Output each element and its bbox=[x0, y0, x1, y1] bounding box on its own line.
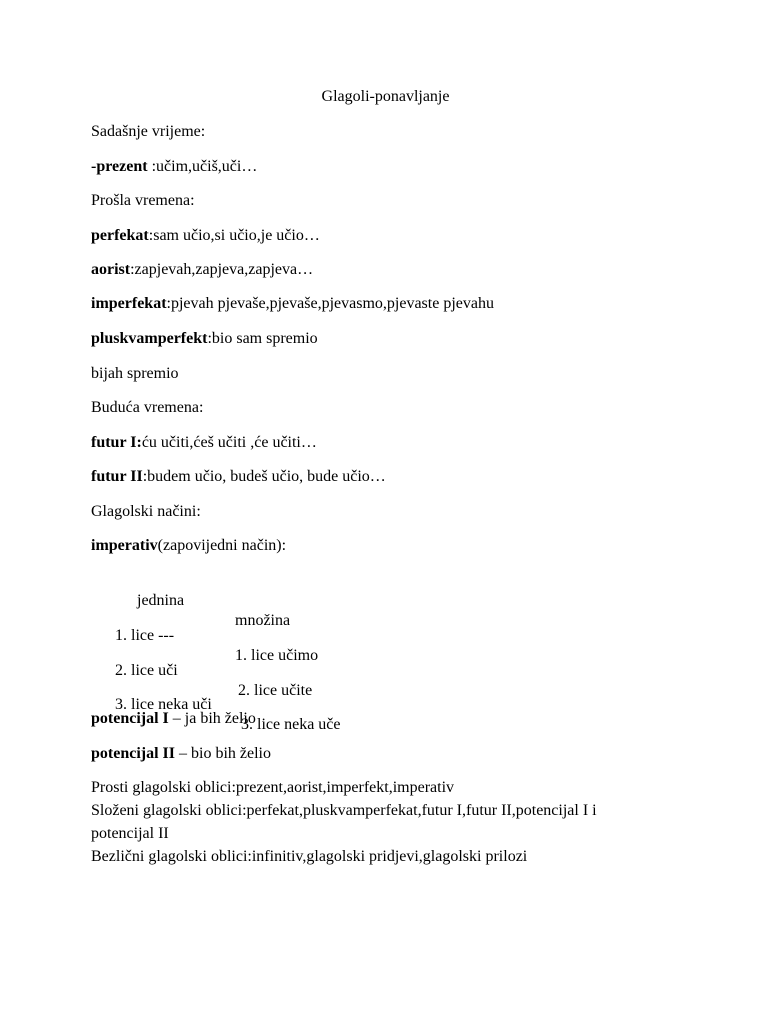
potencijal2-text: – bio bih želio bbox=[175, 745, 271, 762]
imperativ-term: imperativ bbox=[91, 537, 158, 554]
document-title: Glagoli-ponavljanje bbox=[321, 88, 450, 105]
futur1-line bbox=[91, 433, 317, 453]
table-cell-singular: 1. lice --- bbox=[115, 627, 175, 644]
table-cell-plural: 1. lice učimo bbox=[235, 647, 319, 664]
pluskvamperfekt-term: pluskvamperfekt bbox=[91, 330, 208, 347]
imperativ-line bbox=[91, 536, 286, 556]
table-cell-plural: 2. lice učite bbox=[238, 682, 313, 699]
prezent-text: :učim,učiš,uči… bbox=[147, 158, 258, 175]
aorist-text: :zapjevah,zapjeva,zapjeva… bbox=[130, 261, 314, 278]
past-tenses-heading: Prošla vremena: bbox=[91, 192, 195, 209]
table-cell-singular: 2. lice uči bbox=[115, 662, 178, 679]
potencijal1-line bbox=[91, 709, 256, 729]
futur1-text: ću učiti,ćeš učiti ,će učiti… bbox=[141, 434, 317, 451]
table-cell-singular: 3. lice neka uči bbox=[115, 696, 212, 713]
singular-header: jednina bbox=[137, 592, 185, 609]
prezent-line bbox=[91, 157, 257, 177]
perfekat-term: perfekat bbox=[91, 227, 149, 244]
simple-forms-line: Prosti glagolski oblici:prezent,aorist,imperfekt,imperativ bbox=[91, 779, 455, 796]
futur2-line bbox=[91, 467, 386, 487]
aorist-term: aorist bbox=[91, 261, 131, 278]
pluskvamperfekt-line-2: bijah spremio bbox=[91, 365, 179, 382]
aorist-line bbox=[91, 260, 313, 280]
imperfekat-text: :pjevah pjevaše,pjevaše,pjevasmo,pjevaste pjevahu bbox=[166, 295, 494, 312]
prezent-term: -prezent bbox=[91, 158, 148, 175]
potencijal1-term: potencijal I bbox=[91, 710, 169, 727]
plural-header: množina bbox=[235, 612, 291, 629]
futur1-term: futur I: bbox=[91, 434, 142, 451]
potencijal2-term: potencijal II bbox=[91, 745, 175, 762]
table-cell-plural: 3. lice neka uče bbox=[241, 716, 341, 733]
potencijal1-text: – ja bih želio bbox=[168, 710, 256, 727]
complex-forms-line-2: potencijal II bbox=[91, 825, 169, 842]
perfekat-line bbox=[91, 226, 320, 246]
perfekat-text: :sam učio,si učio,je učio… bbox=[148, 227, 320, 244]
imperfekat-line bbox=[91, 294, 494, 314]
pluskvamperfekt-text: :bio sam spremio bbox=[207, 330, 318, 347]
imperativ-text: (zapovijedni način): bbox=[157, 537, 287, 554]
imperfekat-term: imperfekat bbox=[91, 295, 167, 312]
moods-heading: Glagolski načini: bbox=[91, 503, 201, 520]
potencijal2-line bbox=[91, 744, 271, 764]
present-tense-heading: Sadašnje vrijeme: bbox=[91, 123, 206, 140]
impersonal-forms-line: Bezlični glagolski oblici:infinitiv,glagolski pridjevi,glagolski prilozi bbox=[91, 848, 528, 865]
complex-forms-line: Složeni glagolski oblici:perfekat,pluskvamperfekat,futur I,futur II,potencijal I i bbox=[91, 802, 597, 819]
futur2-term: futur II bbox=[91, 468, 143, 485]
pluskvamperfekt-line bbox=[91, 329, 318, 349]
futur2-text: :budem učio, budeš učio, bude učio… bbox=[142, 468, 386, 485]
future-tenses-heading: Buduća vremena: bbox=[91, 399, 204, 416]
